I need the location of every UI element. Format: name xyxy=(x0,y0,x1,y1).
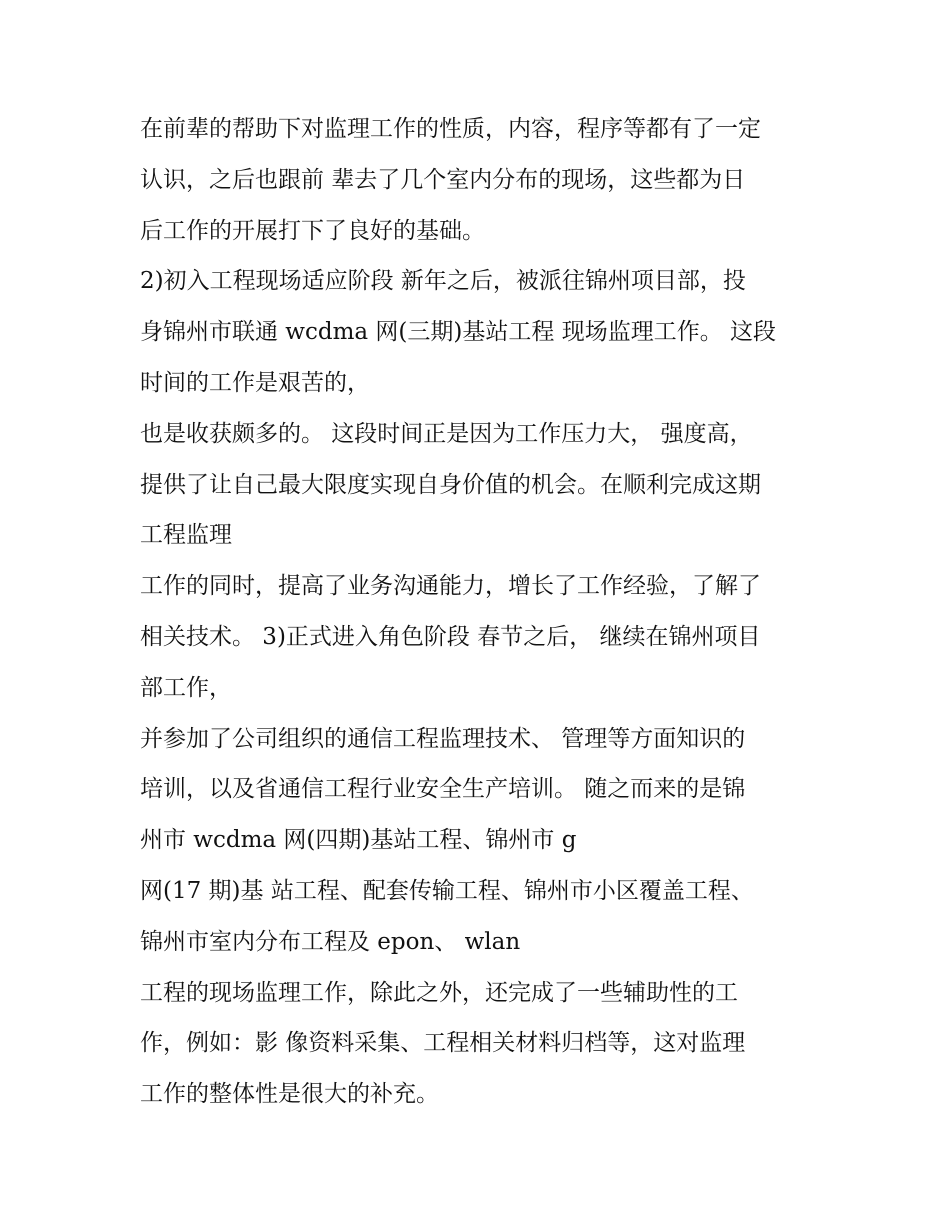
text-line: 作，例如：影 像资料采集、工程相关材料归档等，这对监理 xyxy=(140,1030,746,1057)
text-line: 工程的现场监理工作，除此之外，还完成了一些辅助性的工 xyxy=(140,979,738,1006)
text-line: 也是收获颇多的。 这段时间正是因为工作压力大， 强度高， xyxy=(140,420,753,447)
text-line: 工程监理 xyxy=(140,522,232,549)
text-line: 认识，之后也跟前 辈去了几个室内分布的现场，这些都为日 xyxy=(140,166,746,193)
text-line: 并参加了公司组织的通信工程监理技术、 管理等方面知识的 xyxy=(140,725,746,752)
text-line: 2)初入工程现场适应阶段 新年之后，被派往锦州项目部，投 xyxy=(140,268,746,295)
text-line: 锦州市室内分布工程及 epon、 wlan xyxy=(140,928,521,955)
text-line: 身锦州市联通 wcdma 网(三期)基站工程 现场监理工作。 这段 xyxy=(140,319,777,346)
text-line: 网(17 期)基 站工程、配套传输工程、锦州市小区覆盖工程、 xyxy=(140,877,754,904)
text-line: 提供了让自己最大限度实现自身价值的机会。在顺利完成这期 xyxy=(140,471,761,498)
text-line: 州市 wcdma 网(四期)基站工程、锦州市 g xyxy=(140,827,577,854)
text-line: 工作的整体性是很大的补充。 xyxy=(140,1081,439,1108)
text-line: 相关技术。 3)正式进入角色阶段 春节之后， 继续在锦州项目 xyxy=(140,623,761,650)
text-line: 时间的工作是艰苦的， xyxy=(140,369,370,396)
text-line: 在前辈的帮助下对监理工作的性质，内容，程序等都有了一定 xyxy=(140,116,761,142)
text-line: 培训，以及省通信工程行业安全生产培训。 随之而来的是锦 xyxy=(140,776,746,803)
text-line: 工作的同时，提高了业务沟通能力，增长了工作经验，了解了 xyxy=(140,573,761,600)
text-line: 部工作， xyxy=(140,674,232,701)
text-line: 后工作的开展打下了良好的基础。 xyxy=(140,217,485,244)
document-body-text xyxy=(140,104,820,1120)
